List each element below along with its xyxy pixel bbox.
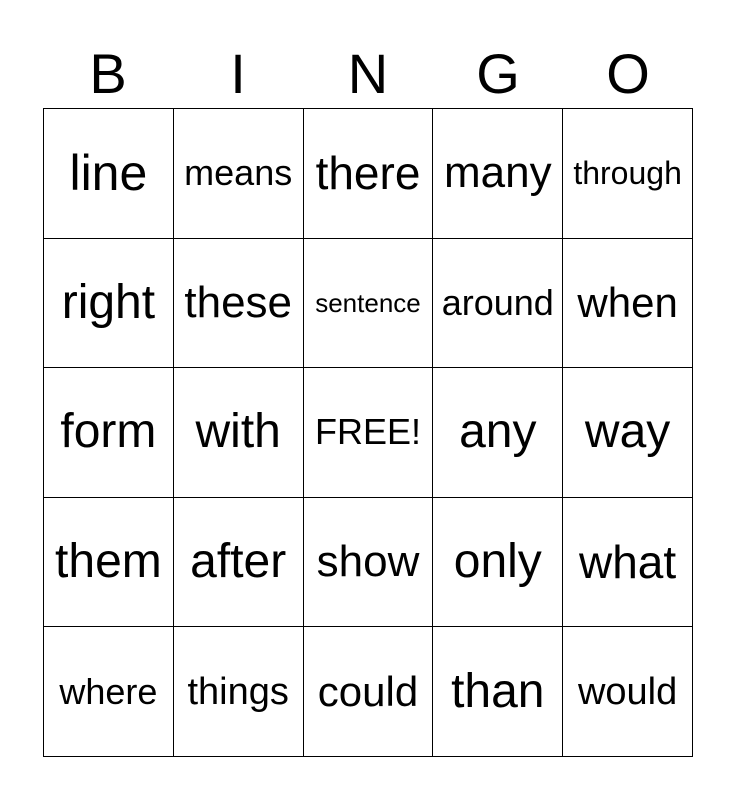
header-letter-i: I [230, 42, 246, 105]
bingo-cell-free-space[interactable]: FREE! [304, 368, 434, 498]
bingo-cell[interactable]: than [433, 627, 563, 757]
bingo-cell[interactable]: could [304, 627, 434, 757]
bingo-header [43, 40, 693, 108]
bingo-cell[interactable]: any [433, 368, 563, 498]
bingo-cell[interactable]: there [304, 109, 434, 239]
bingo-cell[interactable]: things [174, 627, 304, 757]
header-letter-o: O [606, 42, 650, 105]
bingo-cell[interactable]: these [174, 239, 304, 369]
bingo-cell[interactable]: means [174, 109, 304, 239]
header-letter-n: N [347, 42, 389, 105]
header-letter-b: B [89, 42, 127, 105]
bingo-cell[interactable]: form [44, 368, 174, 498]
bingo-cell[interactable]: when [563, 239, 693, 369]
bingo-cell[interactable]: would [563, 627, 693, 757]
bingo-cell[interactable]: show [304, 498, 434, 628]
bingo-cell[interactable]: way [563, 368, 693, 498]
bingo-cell[interactable]: after [174, 498, 304, 628]
bingo-cell[interactable]: only [433, 498, 563, 628]
bingo-cell[interactable]: sentence [304, 239, 434, 369]
bingo-cell[interactable]: right [44, 239, 174, 369]
bingo-cell[interactable]: through [563, 109, 693, 239]
bingo-cell[interactable]: many [433, 109, 563, 239]
header-letter-g: G [476, 42, 520, 105]
bingo-cell[interactable]: them [44, 498, 174, 628]
bingo-cell[interactable]: with [174, 368, 304, 498]
bingo-cell[interactable]: where [44, 627, 174, 757]
bingo-cell[interactable]: around [433, 239, 563, 369]
bingo-cell[interactable]: what [563, 498, 693, 628]
bingo-cell[interactable]: line [44, 109, 174, 239]
bingo-board [43, 108, 693, 757]
